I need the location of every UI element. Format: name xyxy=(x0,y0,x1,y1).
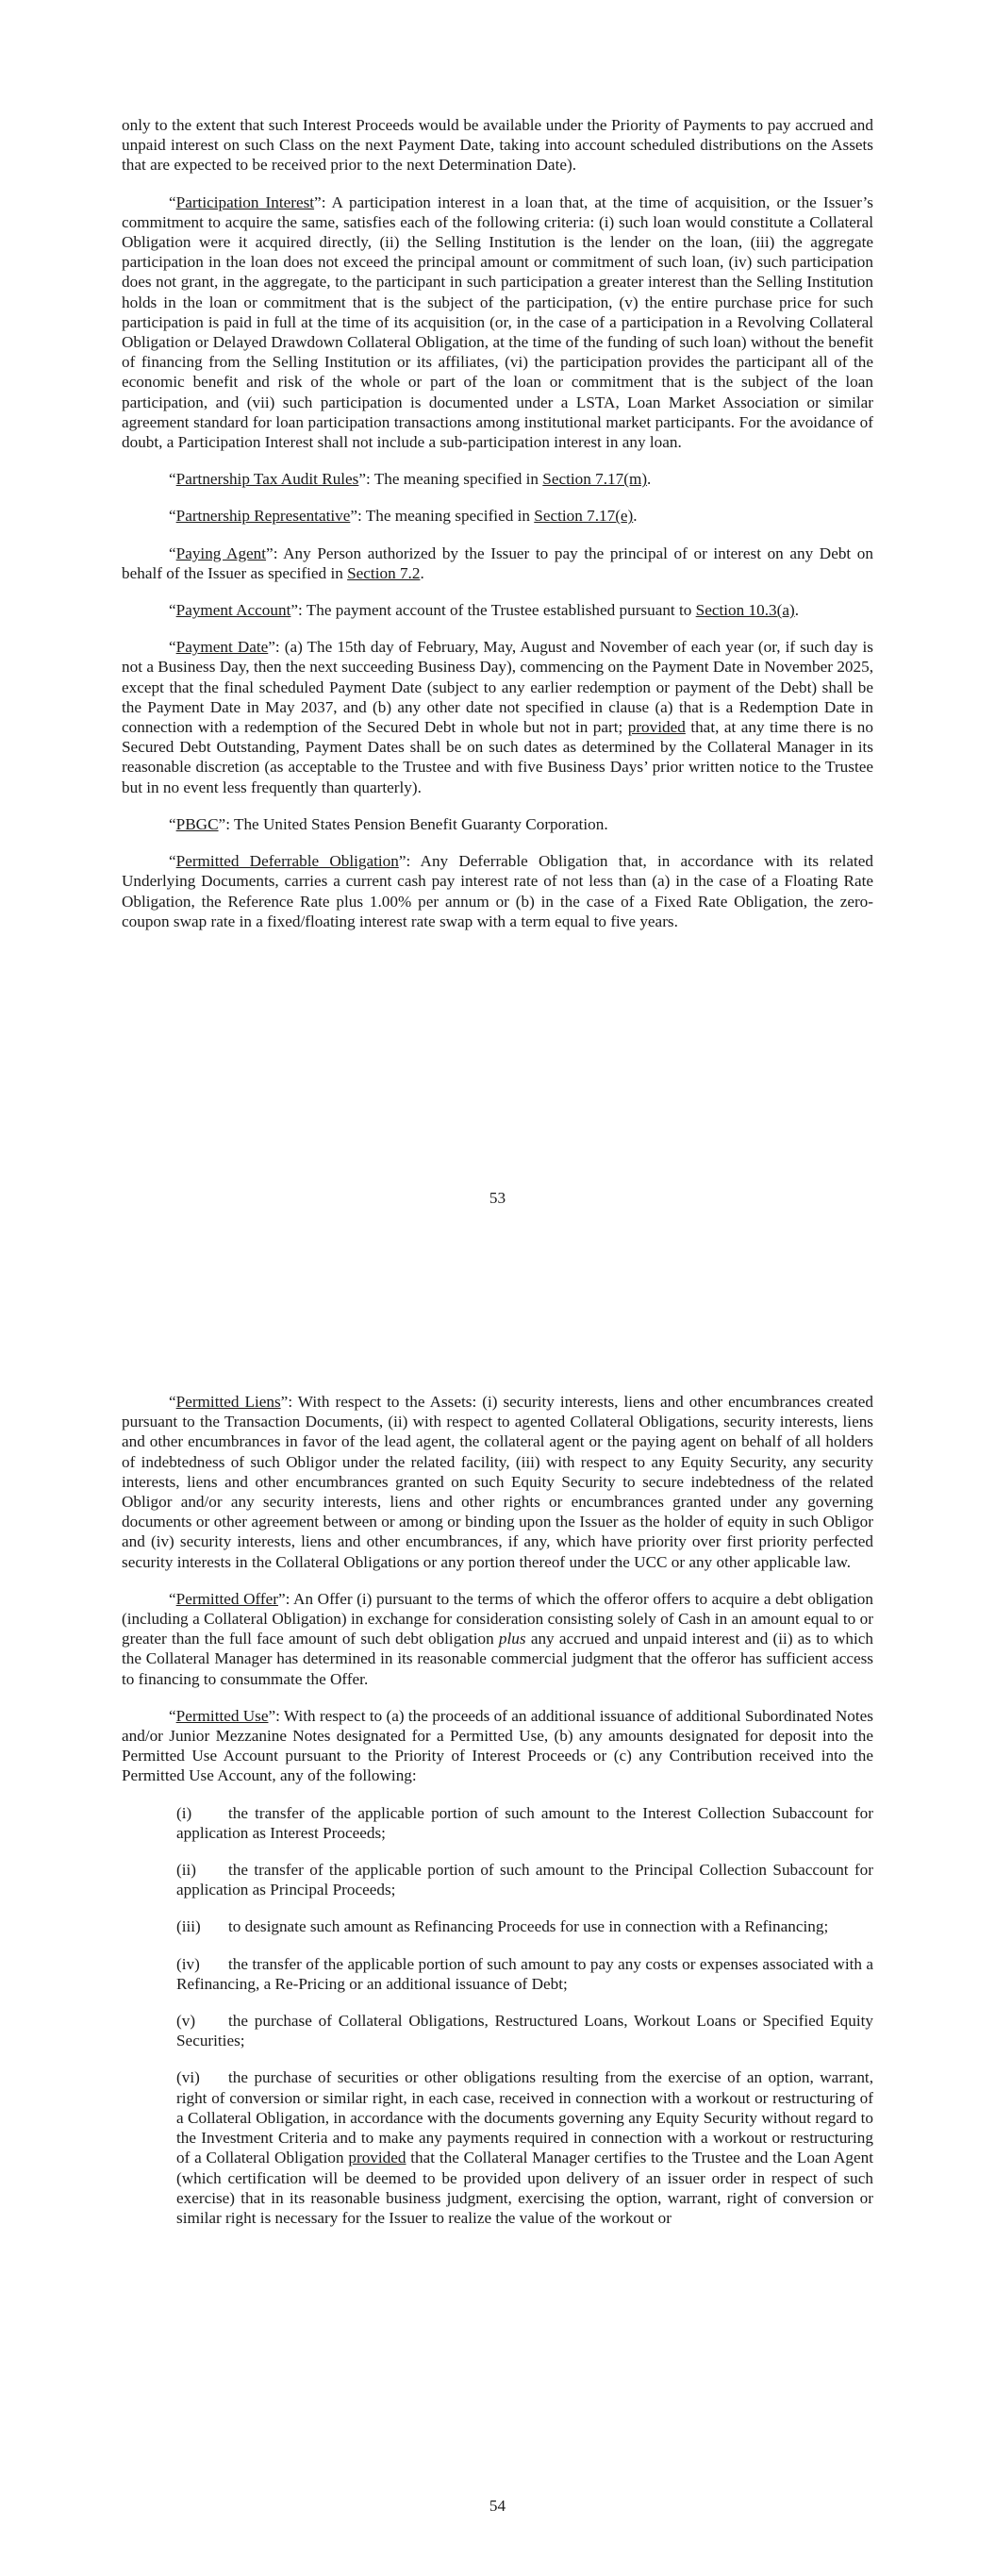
list-item xyxy=(176,1954,873,1994)
punctuation: . xyxy=(420,563,424,582)
definition-text: : A participation interest in a loan that, at the time of acquisition, or the Issuer’s commitment to acquire the same, satisfies each of the following criteria: (i) such loan would constitute a Collateral Obligation were it acquired directly, (ii) the Selling Institution is the lender on the loan, (iii) the aggregate participation in the loan does not exceed the principal amount or commitment of such loan, (iv) such participation does not grant, in the aggregate, to the participant in such participation a greater interest than the Selling Institution holds in the loan or commitment that is the subject of the participation, (v) the entire purchase price for such participation is paid in full at the time of its acquisition (or, in the case of a participation in a Revolving Collateral Obligation or Delayed Drawdown Collateral Obligation, at the time of the funding of such loan) without the benefit of financing from the Selling Institution or its affiliates, (vi) the participation provides the participant all of the economic benefit and risk of the whole or part of the loan or commitment that is the subject of the loan participation, and (vii) such participation is documented under a LSTA, Loan Market Association or similar agreement standard for loan participation transactions among institutional market participants. For the avoidance of doubt, a Participation Interest shall not include a sub-participation interest in any loan. xyxy=(122,192,873,452)
list-item xyxy=(176,1860,873,1899)
list-item xyxy=(176,1916,873,1936)
definition-permitted-use: “Permitted Use”: With respect to (a) the proceeds of an additional issuance of additional Subordinated Notes and/or Junior Mezzanine Notes designated for a Permitted Use, (b) any amounts designated for deposit into the Permitted Use Account pursuant to the Priority of Interest Proceeds or (c) any Contribution received into the Permitted Use Account, any of the following: xyxy=(122,1706,873,1785)
definition-text: : Any Person authorized by the Issuer to pay the principal of or interest on any Debt on behalf of the Issuer as specified in xyxy=(122,544,873,582)
punctuation: . xyxy=(794,601,799,620)
defined-term: Paying Agent xyxy=(175,544,267,562)
definition-text: : Any Deferrable Obligation that, in accordance with its related Underlying Documents, carries a current cash pay interest rate of not less than (a) in the case of a Floating Rate Obligation, the Reference Rate plus 1.00% per annum or (b) in the case of a Fixed Rate Obligation, the zero-coupon swap rate in a fixed/floating interest rate swap with a term equal to five years. xyxy=(122,852,873,930)
definition-text: : The meaning specified in xyxy=(366,470,543,489)
list-item-number: (iv) xyxy=(176,1954,200,1973)
definition-permitted-deferrable-obligation: “Permitted Deferrable Obligation”: Any Deferrable Obligation that, in accordance with its related Underlying Documents, carries a current cash pay interest rate of not less than (a) in the case of a Floating Rate Obligation, the Reference Rate plus 1.00% per annum or (b) in the case of a Fixed Rate Obligation, the zero-coupon swap rate in a fixed/floating interest rate swap with a term equal to five years. xyxy=(122,852,873,930)
defined-term: Permitted Deferrable Obligation xyxy=(175,852,399,871)
defined-term: Permitted Liens xyxy=(175,1393,281,1411)
list-item-text: the purchase of securities or other obligations resulting from the exercise of an option, warrant, right of conversion or similar right, in each case, received in connection with a workout or restructuring of a Collateral Obligation, in accordance with the documents governing any Equity Security without regard to the Investment Criteria and to make any payments required in connection with a workout or restructuring of a Collateral Obligation xyxy=(176,2068,873,2167)
list-item-text-cont: that the Collateral Manager certifies to the Trustee and the Loan Agent (which certification will be deemed to be provided upon delivery of an issuer order in respect of such exercise) that in its reasonable business judgment, exercising the option, warrant, right of conversion or similar right is necessary for the Issuer to realize the value of the workout or xyxy=(176,2149,874,2227)
document-page-53 xyxy=(0,115,995,1290)
section-reference: Section 7.2 xyxy=(347,563,421,582)
list-item-number: (ii) xyxy=(176,1861,196,1880)
definition-payment-account: “Payment Account”: The payment account of the Trustee established pursuant to Section 10.3(a). xyxy=(169,601,799,620)
list-item-number: (v) xyxy=(176,2012,196,2031)
list-item xyxy=(176,2011,873,2050)
defined-term: Permitted Use xyxy=(175,1706,269,1725)
definition-permitted-liens: “Permitted Liens”: With respect to the Assets: (i) security interests, liens and other encumbrances created pursuant to the Transaction Documents, (ii) with respect to agented Collateral Obligations, security interests, liens and other encumbrances in favor of the lead agent, the collateral agent or the paying agent on behalf of all holders of indebtedness of such Obligor under the related facility, (iii) with respect to any Equity Security, any security interests, liens and other encumbrances granted on such Equity Security to secure indebtedness of the related Obligor and/or any security interests, liens and other rights or encumbrances granted under any governing documents or other agreement between or among or binding upon the Issuer as the holder of equity in such Obligor and (iv) security interests, liens and other encumbrances, if any, which have priority over first priority perfected security interests in the Collateral Obligations or any portion thereof under the UCC or any other applicable law. xyxy=(122,1393,874,1571)
list-item xyxy=(176,1803,873,1843)
defined-term: Partnership Representative xyxy=(175,507,351,526)
proviso-term: provided xyxy=(348,2149,406,2167)
punctuation: . xyxy=(633,507,638,526)
defined-term: Payment Date xyxy=(175,638,269,657)
list-item-text: to designate such amount as Refinancing Proceeds for use in connection with a Refinancing; xyxy=(228,1917,829,1936)
definition-pbgc: “PBGC”: The United States Pension Benefit Guaranty Corporation. xyxy=(169,814,608,833)
definition-participation-interest: “Participation Interest”: A participation interest in a loan that, at the time of acquisition, or the Issuer’s commitment to acquire the same, satisfies each of the following criteria: (i) such loan would constitute a Collateral Obligation were it acquired directly, (ii) the Selling Institution is the lender on the loan, (iii) the aggregate participation in the loan does not exceed the principal amount or commitment of such loan, (iv) such participation does not grant, in the aggregate, to the participant in such participation a greater interest than the Selling Institution holds in the loan or commitment that is the subject of the participation, (v) the entire purchase price for such participation is paid in full at the time of its acquisition (or, in the case of a participation in a Revolving Collateral Obligation or Delayed Drawdown Collateral Obligation, at the time of the funding of such loan) without the benefit of financing from the Selling Institution or its affiliates, (vi) the participation provides the participant all of the economic benefit and risk of the whole or part of the loan or commitment that is the subject of the loan participation, and (vii) such participation is documented under a LSTA, Loan Market Association or similar agreement standard for loan participation transactions among institutional market participants. For the avoidance of doubt, a Participation Interest shall not include a sub-participation interest in any loan. xyxy=(122,192,873,452)
list-item-text: the transfer of the applicable portion of such amount to the Principal Collection Subaccount for application as Principal Proceeds; xyxy=(176,1861,873,1899)
definition-text: : With respect to (a) the proceeds of an additional issuance of additional Subordinated Notes and/or Junior Mezzanine Notes designated for a Permitted Use, (b) any amounts designated for deposit into the Permitted Use Account pursuant to the Priority of Interest Proceeds or (c) any Contribution received into the Permitted Use Account, any of the following: xyxy=(122,1706,873,1785)
defined-term: Partnership Tax Audit Rules xyxy=(175,470,359,489)
definition-payment-date: “Payment Date”: (a) The 15th day of February, May, August and November of each year (or, if such day is not a Business Day, then the next succeeding Business Day), commencing on the Payment Date in November 2025, except that the final scheduled Payment Date (subject to any earlier redemption or payment of the Debt) shall be the Payment Date in May 2037, and (b) any other date not specified in clause (a) that is a Redemption Date in connection with a redemption of the Secured Debt in whole but not in part; provided that, at any time there is no Secured Debt Outstanding, Payment Dates shall be on such dates as determined by the Collateral Manager in its reasonable discretion (as acceptable to the Trustee and with five Business Days’ prior written notice to the Trustee but in no event less frequently than quarterly). xyxy=(122,638,873,796)
defined-term: Participation Interest xyxy=(175,192,315,211)
page-number: 54 xyxy=(489,2497,506,2515)
section-reference: Section 10.3(a) xyxy=(695,601,795,620)
list-item-text: the transfer of the applicable portion of such amount to the Interest Collection Subaccount for application as Interest Proceeds; xyxy=(176,1803,873,1842)
list-item-number: (i) xyxy=(176,1803,192,1822)
italic-term: plus xyxy=(498,1630,526,1648)
list-item-text: the purchase of Collateral Obligations, Restructured Loans, Workout Loans or Specified Equity Securities; xyxy=(176,2012,873,2050)
paragraph-continuation: only to the extent that such Interest Proceeds would be available under the Priority of Payments to pay accrued and unpaid interest on such Class on the next Payment Date, taking into account scheduled distributions on the Assets that are expected to be received prior to the next Determination Date). xyxy=(122,116,873,175)
section-reference: Section 7.17(m) xyxy=(542,470,648,489)
list-item-number: (vi) xyxy=(176,2068,200,2087)
definition-partnership-tax-audit-rules: “Partnership Tax Audit Rules”: The meaning specified in Section 7.17(m). xyxy=(169,470,652,489)
definition-text: : (a) The 15th day of February, May, August and November of each year (or, if such day is not a Business Day, then the next succeeding Business Day), commencing on the Payment Date in November 2025, except that the final scheduled Payment Date (subject to any earlier redemption or payment of the Debt) shall be the Payment Date in May 2037, and (b) any other date not specified in clause (a) that is a Redemption Date in connection with a redemption of the Secured Debt in whole but not in part; xyxy=(122,638,873,737)
document-page-54 xyxy=(0,1392,995,2571)
section-reference: Section 7.17(e) xyxy=(534,507,634,526)
definition-permitted-offer: “Permitted Offer”: An Offer (i) pursuant to the terms of which the offeror offers to acquire a debt obligation (including a Collateral Obligation) in exchange for consideration consisting solely of Cash in an amount equal to or greater than the full face amount of such debt obligation plus any accrued and unpaid interest and (ii) as to which the Collateral Manager has determined in its reasonable commercial judgment that the offeror has sufficient access to financing to consummate the Offer. xyxy=(122,1589,873,1688)
proviso-term: provided xyxy=(627,718,686,737)
page-number: 53 xyxy=(489,1189,506,1207)
list-item-text: the transfer of the applicable portion of such amount to pay any costs or expenses associated with a Refinancing, a Re-Pricing or an additional issuance of Debt; xyxy=(176,1954,873,1993)
defined-term: PBGC xyxy=(175,814,219,833)
definition-text: : With respect to the Assets: (i) security interests, liens and other encumbrances created pursuant to the Transaction Documents, (ii) with respect to agented Collateral Obligations, security interests, liens and other encumbrances in favor of the lead agent, the collateral agent or the paying agent on behalf of all holders of indebtedness of such Obligor under the related facility, (iii) with respect to any Equity Security, any security interests, liens and other encumbrances granted on such Equity Security to secure indebtedness of the related Obligor and/or any security interests, liens and other rights or encumbrances granted under any governing documents or other agreement between or among or binding upon the Issuer as the holder of equity in such Obligor and (iv) security interests, liens and other encumbrances, if any, which have priority over first priority perfected security interests in the Collateral Obligations or any portion thereof under the UCC or any other applicable law. xyxy=(122,1393,874,1571)
list-item xyxy=(176,2067,873,2228)
punctuation: . xyxy=(647,470,652,489)
definition-text-cont: any accrued and unpaid interest and (ii) as to which the Collateral Manager has determined in its reasonable commercial judgment that the offeror has sufficient access to financing to consummate the Offer. xyxy=(122,1630,873,1688)
definition-text: : An Offer (i) pursuant to the terms of which the offeror offers to acquire a debt obligation (including a Collateral Obligation) in exchange for consideration consisting solely of Cash in an amount equal to or greater than the full face amount of such debt obligation xyxy=(122,1589,873,1648)
definition-text-cont: that, at any time there is no Secured Debt Outstanding, Payment Dates shall be on such dates as determined by the Collateral Manager in its reasonable discretion (as acceptable to the Trustee and with five Business Days’ prior written notice to the Trustee but in no event less frequently than quarterly). xyxy=(122,718,873,796)
definition-text: : The payment account of the Trustee established pursuant to xyxy=(298,601,696,620)
definition-paying-agent: “Paying Agent”: Any Person authorized by the Issuer to pay the principal of or interest on any Debt on behalf of the Issuer as specified in Section 7.2. xyxy=(122,544,873,582)
defined-term: Payment Account xyxy=(175,601,291,620)
definition-partnership-representative: “Partnership Representative”: The meaning specified in Section 7.17(e). xyxy=(169,507,638,526)
list-item-number: (iii) xyxy=(176,1917,201,1936)
definition-text: : The United States Pension Benefit Guaranty Corporation. xyxy=(225,814,608,833)
definition-text: : The meaning specified in xyxy=(357,507,535,526)
defined-term: Permitted Offer xyxy=(175,1589,278,1608)
